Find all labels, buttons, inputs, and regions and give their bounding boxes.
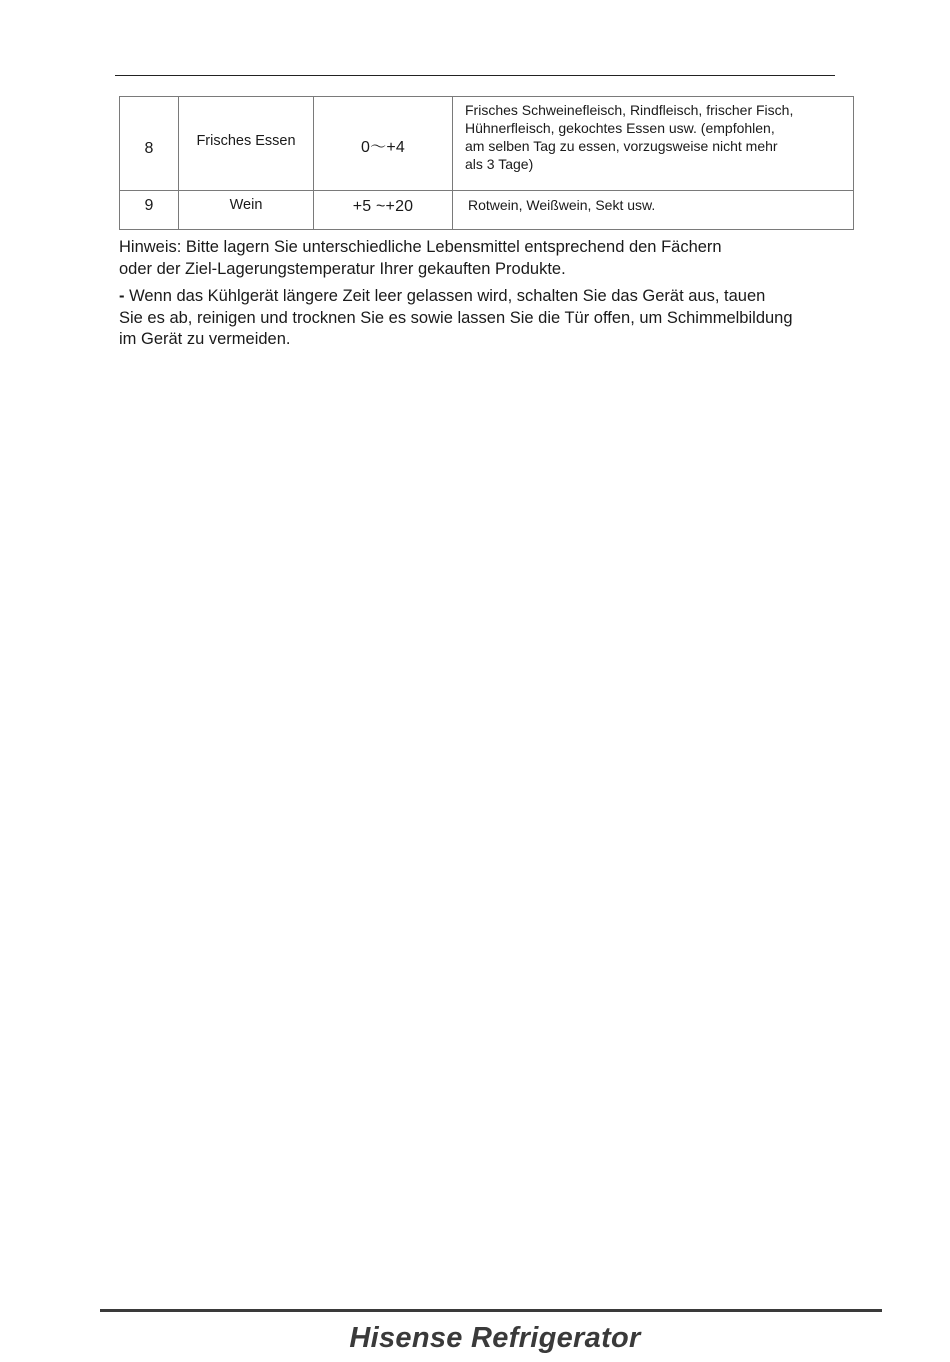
description-line: Hühnerfleisch, gekochtes Essen usw. (empfohlen, [465, 120, 775, 136]
temperature-range: +5 ~+20 [314, 191, 453, 230]
food-description [453, 97, 854, 191]
hint-line: Hinweis: Bitte lagern Sie unterschiedliche Lebensmittel entsprechend den Fächern [119, 238, 722, 256]
notes-section [119, 237, 839, 351]
hint-line: oder der Ziel-Lagerungstemperatur Ihrer gekauften Produkte. [119, 259, 566, 278]
tip-line: Sie es ab, reinigen und trocknen Sie es sowie lassen Sie die Tür offen, um Schimmelbildung [119, 308, 793, 327]
description-line: Frisches Schweinefleisch, Rindfleisch, frischer Fisch, [465, 102, 794, 118]
description-line: am selben Tag zu essen, vorzugsweise nicht mehr [465, 138, 778, 154]
food-description [453, 191, 854, 230]
compartment-number: 9 [120, 191, 179, 230]
description-text: Rotwein, Weißwein, Sekt usw. [468, 197, 656, 213]
footer-rule [100, 1309, 882, 1312]
table-row [120, 191, 854, 230]
tip-line: Wenn das Kühlgerät längere Zeit leer gelassen wird, schalten Sie das Gerät aus, tauen [124, 287, 766, 305]
brand-footer: Hisense Refrigerator [349, 1322, 641, 1354]
description-line: als 3 Tage) [465, 156, 534, 172]
compartment-name: Wein [179, 191, 314, 230]
storage-table [119, 96, 854, 230]
compartment-name: Frisches Essen [179, 97, 314, 191]
header-rule [115, 75, 835, 76]
compartment-number: 8 [120, 97, 179, 191]
table-row [120, 97, 854, 191]
hint-paragraph [119, 237, 839, 280]
bullet-dash: - [119, 287, 125, 305]
tip-line: im Gerät zu vermeiden. [119, 330, 291, 348]
temperature-range: 0～+4 [314, 97, 453, 191]
storage-tip-paragraph [119, 286, 839, 351]
